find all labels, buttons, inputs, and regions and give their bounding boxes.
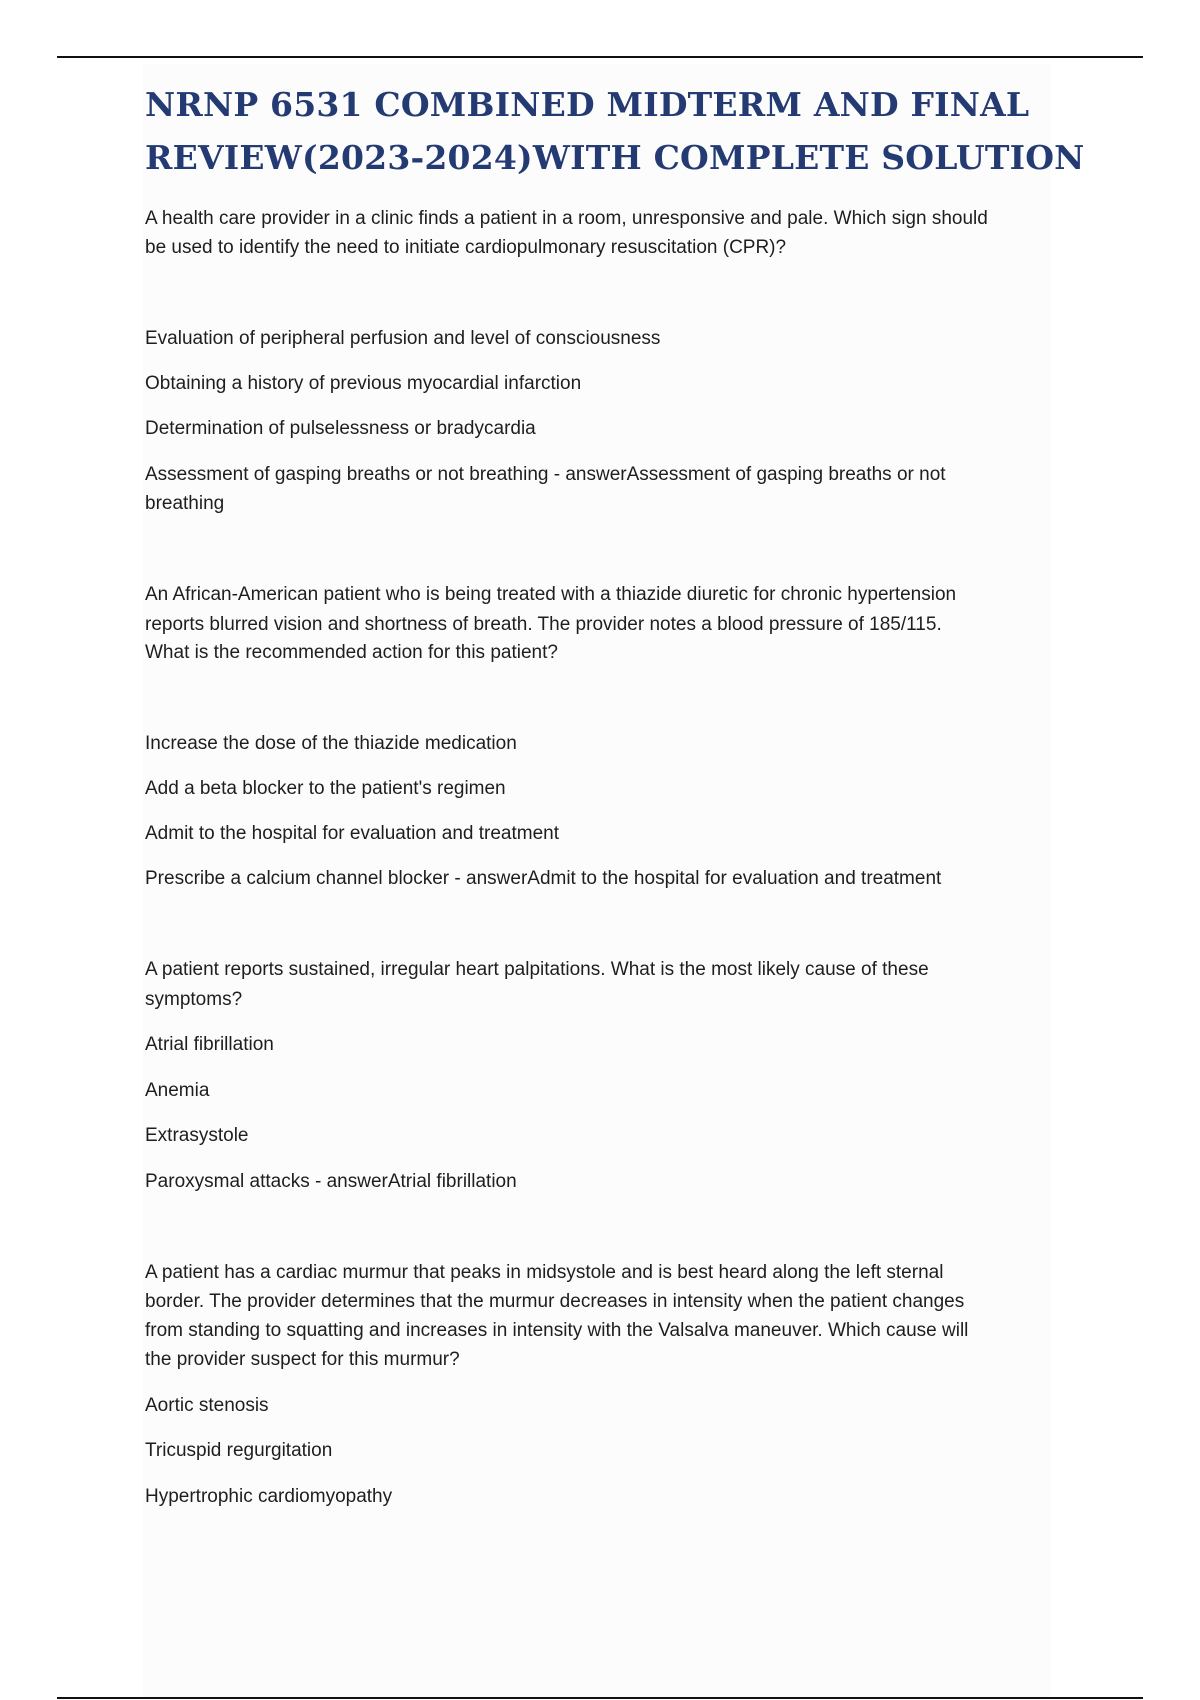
document-title	[145, 78, 1145, 184]
question-1-option-b: Obtaining a history of previous myocardial infarction	[145, 373, 582, 394]
question-4-stem-line-3: from standing to squatting and increases in intensity with the Valsalva maneuver. Which cause will	[145, 1320, 969, 1341]
question-3-stem-line-1: A patient reports sustained, irregular heart palpitations. What is the most likely cause of these	[145, 959, 929, 980]
question-2-option-b: Add a beta blocker to the patient's regimen	[145, 778, 506, 799]
question-2-option-c: Admit to the hospital for evaluation and treatment	[145, 823, 560, 844]
question-3-stem-line-2: symptoms?	[145, 989, 243, 1010]
question-2-stem-line-3: What is the recommended action for this patient?	[145, 642, 558, 663]
question-3-option-a: Atrial fibrillation	[145, 1034, 274, 1055]
question-3-option-d: Paroxysmal attacks - answerAtrial fibrillation	[145, 1171, 517, 1192]
title-line-2: REVIEW(2023-2024)WITH COMPLETE SOLUTION	[145, 138, 1085, 177]
question-1-option-c: Determination of pulselessness or bradycardia	[145, 418, 536, 439]
question-2-stem-line-2: reports blurred vision and shortness of breath. The provider notes a blood pressure of 185/115.	[145, 614, 942, 635]
question-4-stem-line-2: border. The provider determines that the murmur decreases in intensity when the patient changes	[145, 1291, 965, 1312]
top-rule	[57, 56, 1143, 58]
question-4-option-a: Aortic stenosis	[145, 1395, 269, 1416]
question-2-stem-line-1: An African-American patient who is being treated with a thiazide diuretic for chronic hypertension	[145, 584, 957, 605]
question-1-stem-line-2: be used to identify the need to initiate cardiopulmonary resuscitation (CPR)?	[145, 237, 787, 258]
question-2-option-d: Prescribe a calcium channel blocker - answerAdmit to the hospital for evaluation and treatment	[145, 868, 942, 889]
question-4-option-b: Tricuspid regurgitation	[145, 1440, 333, 1461]
question-1-option-a: Evaluation of peripheral perfusion and level of consciousness	[145, 328, 661, 349]
title-line-1: NRNP 6531 COMBINED MIDTERM AND FINAL	[145, 85, 1030, 124]
question-4-stem-line-1: A patient has a cardiac murmur that peaks in midsystole and is best heard along the left sternal	[145, 1262, 944, 1283]
question-1-option-d: Assessment of gasping breaths or not breathing - answerAssessment of gasping breaths or not	[145, 464, 946, 485]
question-1-stem-line-1: A health care provider in a clinic finds a patient in a room, unresponsive and pale. Which sign should	[145, 208, 988, 229]
question-4-option-c: Hypertrophic cardiomyopathy	[145, 1486, 393, 1507]
question-3-option-b: Anemia	[145, 1080, 210, 1101]
question-3-option-c: Extrasystole	[145, 1125, 249, 1146]
bottom-rule	[57, 1697, 1143, 1699]
question-2-option-a: Increase the dose of the thiazide medication	[145, 733, 517, 754]
question-4-stem-line-4: the provider suspect for this murmur?	[145, 1349, 460, 1370]
question-1-option-d-continued: breathing	[145, 493, 225, 514]
